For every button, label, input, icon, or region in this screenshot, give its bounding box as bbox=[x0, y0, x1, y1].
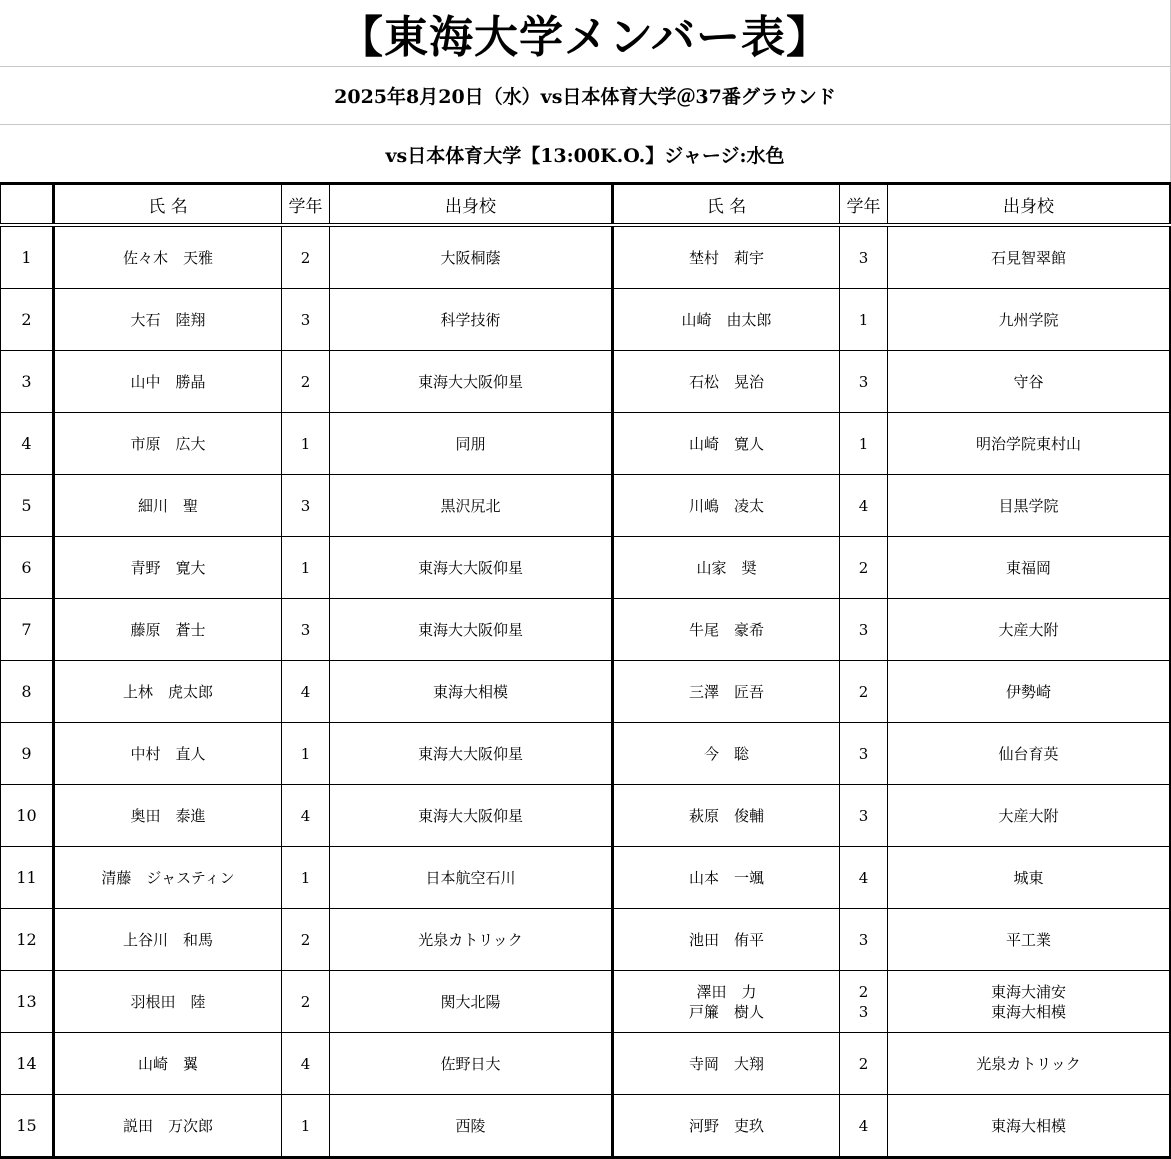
row-number: 8 bbox=[1, 661, 54, 723]
match-info: 2025年8月20日（水）vs日本体育大学＠37番グラウンド bbox=[334, 86, 836, 108]
right-player-name-line: 今 聡 bbox=[703, 744, 749, 763]
table-row bbox=[1, 475, 1171, 537]
right-player-school-line: 石見智翠館 bbox=[990, 248, 1066, 267]
right-player-grade bbox=[840, 1033, 888, 1095]
right-player-grade bbox=[840, 971, 888, 1033]
right-player-name-line: 山本 一颯 bbox=[688, 868, 764, 887]
row-number: 15 bbox=[1, 1095, 54, 1158]
row-number: 9 bbox=[1, 723, 54, 785]
right-player-name bbox=[613, 289, 840, 351]
row-number: 6 bbox=[1, 537, 54, 599]
row-number: 7 bbox=[1, 599, 54, 661]
row-number: 3 bbox=[1, 351, 54, 413]
right-player-name bbox=[613, 225, 840, 289]
right-player-school-line: 平工業 bbox=[1005, 930, 1051, 949]
table-row bbox=[1, 909, 1171, 971]
right-player-name bbox=[613, 909, 840, 971]
right-player-school-line: 光泉カトリック bbox=[976, 1054, 1081, 1073]
right-player-name-line: 山家 奨 bbox=[696, 558, 757, 577]
right-player-name-line: 萩原 俊輔 bbox=[688, 806, 764, 825]
row-number: 11 bbox=[1, 847, 54, 909]
right-player-school bbox=[888, 1033, 1171, 1095]
right-player-name bbox=[613, 661, 840, 723]
right-player-school-line: 城東 bbox=[1013, 868, 1044, 887]
right-player-school-line: 東海大相模 bbox=[990, 1116, 1066, 1135]
row-number: 14 bbox=[1, 1033, 54, 1095]
right-player-school bbox=[888, 475, 1171, 537]
right-player-name-line: 池田 侑平 bbox=[688, 930, 764, 949]
right-player-school bbox=[888, 909, 1171, 971]
right-player-grade bbox=[840, 1095, 888, 1158]
game-line: vs日本体育大学【13:00K.O.】ジャージ:水色 bbox=[385, 144, 785, 167]
table-row bbox=[1, 537, 1171, 599]
row-number: 2 bbox=[1, 289, 54, 351]
right-player-grade-line: 1 bbox=[858, 310, 869, 329]
left-player-school: 東海大大阪仰星 bbox=[330, 537, 613, 599]
right-player-grade bbox=[840, 661, 888, 723]
left-player-name: 中村 直人 bbox=[54, 723, 282, 785]
right-player-school bbox=[888, 289, 1171, 351]
row-number: 13 bbox=[1, 971, 54, 1033]
table-row bbox=[1, 1095, 1171, 1158]
right-player-grade-line: 3 bbox=[858, 372, 869, 391]
left-player-school: 日本航空石川 bbox=[330, 847, 613, 909]
right-player-name bbox=[613, 413, 840, 475]
left-player-name: 羽根田 陸 bbox=[54, 971, 282, 1033]
left-player-name: 上林 虎太郎 bbox=[54, 661, 282, 723]
right-player-school bbox=[888, 413, 1171, 475]
left-player-school: 佐野日大 bbox=[330, 1033, 613, 1095]
left-player-grade: 4 bbox=[282, 785, 330, 847]
right-player-school bbox=[888, 225, 1171, 289]
right-player-name bbox=[613, 785, 840, 847]
left-player-name: 山中 勝晶 bbox=[54, 351, 282, 413]
title-band bbox=[0, 0, 1171, 67]
header-name-left: 氏 名 bbox=[54, 184, 282, 226]
page-title: 【東海大学メンバー表】 bbox=[339, 12, 831, 63]
right-player-grade-line: 2 bbox=[858, 682, 869, 701]
table-row bbox=[1, 225, 1171, 289]
right-player-school bbox=[888, 351, 1171, 413]
right-player-grade bbox=[840, 785, 888, 847]
right-player-school bbox=[888, 785, 1171, 847]
right-player-name bbox=[613, 351, 840, 413]
left-player-name: 細川 聖 bbox=[54, 475, 282, 537]
table-row bbox=[1, 661, 1171, 723]
right-player-grade-line: 2 bbox=[858, 558, 869, 577]
left-player-school: 西陵 bbox=[330, 1095, 613, 1158]
right-player-school bbox=[888, 723, 1171, 785]
right-player-grade-line: 3 bbox=[858, 620, 869, 639]
roster-body bbox=[1, 225, 1171, 1158]
left-player-school: 東海大大阪仰星 bbox=[330, 785, 613, 847]
right-player-grade bbox=[840, 847, 888, 909]
right-player-school bbox=[888, 537, 1171, 599]
left-player-school: 黒沢尻北 bbox=[330, 475, 613, 537]
right-player-name-line: 三澤 匠吾 bbox=[688, 682, 764, 701]
right-player-name-line: 牛尾 豪希 bbox=[688, 620, 764, 639]
table-row bbox=[1, 723, 1171, 785]
roster-table bbox=[0, 182, 1171, 1159]
right-player-grade bbox=[840, 413, 888, 475]
right-player-school bbox=[888, 661, 1171, 723]
table-row bbox=[1, 351, 1171, 413]
left-player-grade: 3 bbox=[282, 599, 330, 661]
left-player-name: 青野 寛大 bbox=[54, 537, 282, 599]
right-player-grade bbox=[840, 723, 888, 785]
table-row bbox=[1, 847, 1171, 909]
row-number: 10 bbox=[1, 785, 54, 847]
right-player-name-line: 河野 吏玖 bbox=[688, 1116, 764, 1135]
left-player-grade: 1 bbox=[282, 723, 330, 785]
right-player-grade bbox=[840, 289, 888, 351]
left-player-grade: 3 bbox=[282, 289, 330, 351]
right-player-school-line: 守谷 bbox=[1013, 372, 1044, 391]
left-player-name: 藤原 蒼士 bbox=[54, 599, 282, 661]
game-line-band bbox=[0, 125, 1171, 183]
right-player-grade-line: 3 bbox=[858, 806, 869, 825]
right-player-name bbox=[613, 1033, 840, 1095]
table-row bbox=[1, 785, 1171, 847]
left-player-school: 光泉カトリック bbox=[330, 909, 613, 971]
row-number: 4 bbox=[1, 413, 54, 475]
table-row bbox=[1, 1033, 1171, 1095]
right-player-grade bbox=[840, 599, 888, 661]
right-player-name bbox=[613, 723, 840, 785]
table-row bbox=[1, 971, 1171, 1033]
left-player-grade: 2 bbox=[282, 971, 330, 1033]
left-player-grade: 3 bbox=[282, 475, 330, 537]
right-player-school-line: 大産大附 bbox=[998, 620, 1059, 639]
right-player-grade bbox=[840, 475, 888, 537]
left-player-school: 同朋 bbox=[330, 413, 613, 475]
right-player-school bbox=[888, 1095, 1171, 1158]
left-player-school: 関大北陽 bbox=[330, 971, 613, 1033]
header-school-right: 出身校 bbox=[888, 184, 1171, 226]
left-player-grade: 4 bbox=[282, 1033, 330, 1095]
right-player-name-line: 山崎 由太郎 bbox=[681, 310, 772, 329]
right-player-school bbox=[888, 847, 1171, 909]
header-row bbox=[1, 184, 1171, 226]
row-number: 1 bbox=[1, 225, 54, 289]
right-player-grade bbox=[840, 225, 888, 289]
right-player-name bbox=[613, 971, 840, 1033]
right-player-school bbox=[888, 599, 1171, 661]
match-info-band bbox=[0, 67, 1171, 125]
header-number bbox=[1, 184, 54, 226]
right-player-grade-line: 3 bbox=[858, 930, 869, 949]
left-player-school: 東海大相模 bbox=[330, 661, 613, 723]
right-player-school-line: 大産大附 bbox=[998, 806, 1059, 825]
right-player-name-line: 戸簾 樹人 bbox=[688, 1002, 764, 1021]
left-player-school: 東海大大阪仰星 bbox=[330, 599, 613, 661]
left-player-name: 上谷川 和馬 bbox=[54, 909, 282, 971]
left-player-name: 清藤 ジャスティン bbox=[54, 847, 282, 909]
right-player-grade bbox=[840, 537, 888, 599]
right-player-grade-line: 3 bbox=[858, 1002, 869, 1021]
right-player-name bbox=[613, 847, 840, 909]
left-player-name: 山崎 翼 bbox=[54, 1033, 282, 1095]
right-player-grade bbox=[840, 351, 888, 413]
right-player-grade-line: 1 bbox=[858, 434, 869, 453]
right-player-grade bbox=[840, 909, 888, 971]
left-player-school: 東海大大阪仰星 bbox=[330, 351, 613, 413]
left-player-name: 奥田 泰進 bbox=[54, 785, 282, 847]
right-player-name-line: 石松 晃治 bbox=[688, 372, 764, 391]
right-player-name bbox=[613, 475, 840, 537]
header-grade-right: 学年 bbox=[840, 184, 888, 226]
right-player-grade-line: 3 bbox=[858, 744, 869, 763]
right-player-school-line: 目黒学院 bbox=[998, 496, 1059, 515]
right-player-name bbox=[613, 1095, 840, 1158]
left-player-grade: 2 bbox=[282, 351, 330, 413]
table-row bbox=[1, 599, 1171, 661]
right-player-grade-line: 3 bbox=[858, 248, 869, 267]
left-player-grade: 2 bbox=[282, 909, 330, 971]
header-grade-left: 学年 bbox=[282, 184, 330, 226]
right-player-grade-line: 4 bbox=[858, 868, 869, 887]
right-player-school-line: 東海大相模 bbox=[990, 1002, 1066, 1021]
left-player-name: 大石 陸翔 bbox=[54, 289, 282, 351]
left-player-grade: 2 bbox=[282, 225, 330, 289]
left-player-grade: 1 bbox=[282, 537, 330, 599]
right-player-school bbox=[888, 971, 1171, 1033]
right-player-school-line: 仙台育英 bbox=[998, 744, 1059, 763]
left-player-name: 説田 万次郎 bbox=[54, 1095, 282, 1158]
left-player-grade: 1 bbox=[282, 413, 330, 475]
left-player-grade: 4 bbox=[282, 661, 330, 723]
left-player-school: 大阪桐蔭 bbox=[330, 225, 613, 289]
left-player-name: 市原 広大 bbox=[54, 413, 282, 475]
right-player-name bbox=[613, 537, 840, 599]
right-player-grade-line: 2 bbox=[858, 1054, 869, 1073]
right-player-name-line: 埜村 莉宇 bbox=[688, 248, 764, 267]
left-player-grade: 1 bbox=[282, 1095, 330, 1158]
right-player-school-line: 東福岡 bbox=[1005, 558, 1051, 577]
right-player-name bbox=[613, 599, 840, 661]
right-player-name-line: 寺岡 大翔 bbox=[688, 1054, 764, 1073]
right-player-school-line: 東海大浦安 bbox=[990, 982, 1066, 1001]
left-player-school: 東海大大阪仰星 bbox=[330, 723, 613, 785]
right-player-school-line: 伊勢崎 bbox=[1005, 682, 1051, 701]
row-number: 5 bbox=[1, 475, 54, 537]
left-player-school: 科学技術 bbox=[330, 289, 613, 351]
header-name-right: 氏 名 bbox=[613, 184, 840, 226]
right-player-school-line: 九州学院 bbox=[998, 310, 1059, 329]
right-player-name-line: 澤田 力 bbox=[696, 982, 757, 1001]
table-row bbox=[1, 413, 1171, 475]
header-school-left: 出身校 bbox=[330, 184, 613, 226]
row-number: 12 bbox=[1, 909, 54, 971]
right-player-school-line: 明治学院東村山 bbox=[975, 434, 1081, 453]
right-player-name-line: 川嶋 凌太 bbox=[688, 496, 764, 515]
right-player-grade-line: 4 bbox=[858, 496, 869, 515]
right-player-name-line: 山崎 寛人 bbox=[688, 434, 764, 453]
table-row bbox=[1, 289, 1171, 351]
right-player-grade-line: 4 bbox=[858, 1116, 869, 1135]
right-player-grade-line: 2 bbox=[858, 982, 869, 1001]
left-player-grade: 1 bbox=[282, 847, 330, 909]
left-player-name: 佐々木 天雅 bbox=[54, 225, 282, 289]
